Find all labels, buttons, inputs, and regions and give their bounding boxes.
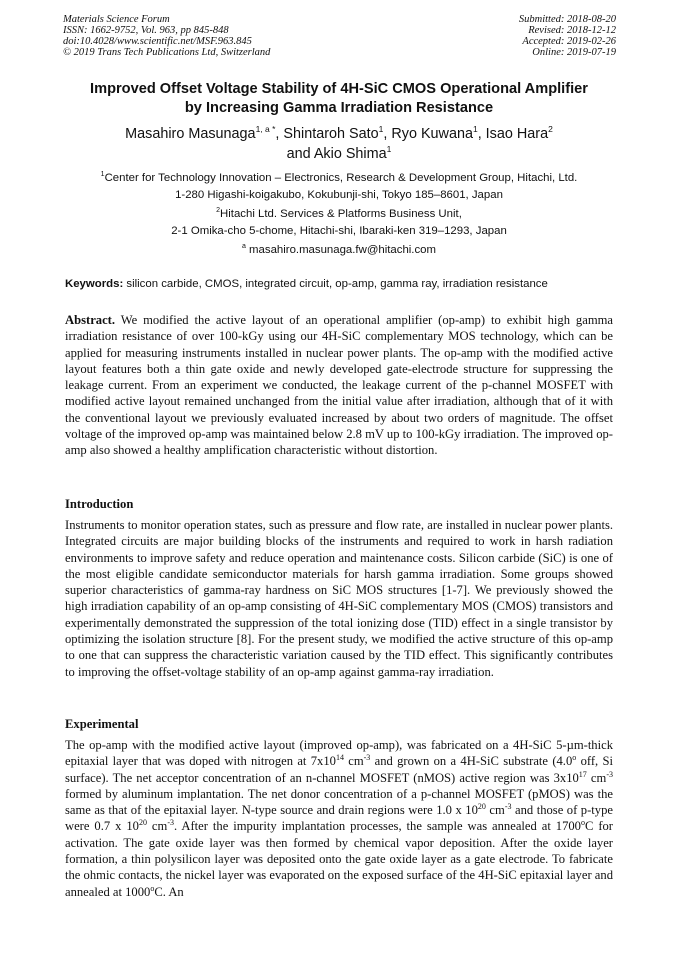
affiliation-text: Center for Technology Innovation – Electronics, Research & Development Group, Hitachi, Ltd.	[104, 172, 578, 184]
author-name: Masahiro Masunaga	[125, 126, 256, 142]
date-online: Online: 2019-07-19	[532, 47, 616, 58]
affiliation-2-line-1	[40, 206, 638, 223]
exp-text: formed by aluminum implantation. The net donor concentration of a p-channel MOSFET (pMOS) was the same as that of the epitaxial layer. N-type source and drain regions were 1.0 x 10	[65, 786, 613, 818]
exp-sup: -3	[504, 802, 512, 812]
exp-text: . After the impurity implantation processes, the sample was annealed at 1700	[173, 819, 581, 834]
exp-text: The op-amp with the modified active layout (improved op-amp), was fabricated on a 4H-SiC 5-µm-thick epitaxial layer that was doped with nitrogen at 7x10	[65, 738, 613, 769]
exp-sup: 14	[335, 753, 344, 763]
author-affil-sup: 1, a *	[255, 124, 276, 134]
affiliation-sup: 1	[100, 171, 105, 178]
exp-sup: o	[580, 818, 585, 828]
affiliation-sup: 2	[216, 207, 221, 214]
exp-sup: 20	[477, 802, 486, 812]
dates-header	[519, 14, 616, 58]
affiliation-1-line-2: 1-280 Higashi-koigakubo, Kokubunji-shi, Tokyo 185–8601, Japan	[175, 189, 503, 201]
abstract-label: Abstract.	[65, 313, 116, 327]
experimental-heading: Experimental	[65, 717, 139, 731]
journal-copyright: © 2019 Trans Tech Publications Ltd, Switzerland	[63, 47, 271, 58]
exp-sup: 20	[138, 818, 147, 828]
author-name: and Akio Shima	[286, 146, 387, 162]
paper-title	[40, 80, 638, 118]
affiliation-2-line-2: 2-1 Omika-cho 5-chome, Hitachi-shi, Ibaraki-ken 319–1293, Japan	[171, 225, 507, 237]
exp-text: and those of p-type were 0.7 x 10	[65, 803, 613, 834]
keywords	[65, 276, 625, 292]
affiliation-2	[40, 206, 638, 240]
date-accepted: Accepted: 2019-02-26	[522, 36, 616, 47]
exp-sup: -3	[606, 769, 613, 779]
exp-text: C. An	[154, 884, 184, 899]
abstract-text: We modified the active layout of an operational amplifier (op-amp) to exhibit high gamma irradiation resistance of over 100-kGy using our 4H-SiC complementary MOS technology, which can be applied for measuring instruments installed in nuclear power plants. The op-amp with the modified active layout features both a thin gate oxide and newly developed gate-electrode structure for suppressing the leakage current. From an experiment we conducted, the leakage current of the p-channel MOSFET with modified active layout remained unchanged from the initial value after irradiation, although that of it with the conventional layout we previously evaluated increased by about two orders of magnitude. The offset voltage of the improved op-amp was maintained below 2.8 mV up to 100-kGy irradiation. The improved op-amp also showed a healthy amplification characteristic without distortion.	[65, 313, 613, 458]
exp-sup: -3	[167, 818, 174, 828]
exp-text: C for activation. The gate oxide layer was then formed by chemical vapor deposition. After the oxide layer formation, a thin polysilicon layer was deposited onto the gate oxide layer as a gate electrode. To fabricate the ohmic contacts, the nickel layer was evaporated on the exposed surface of the 4H-SiC epitaxial layer and annealed at 1000	[65, 819, 614, 899]
affiliation-1-line-1	[40, 170, 638, 187]
journal-issn: ISSN: 1662-9752, Vol. 963, pp 845-848	[63, 25, 229, 36]
exp-text: cm	[485, 803, 505, 818]
exp-sup: o	[150, 883, 155, 893]
exp-text: off, Si surface). The net acceptor concentration of an n-channel MOSFET (nMOS) active region was 3x10	[65, 754, 613, 785]
author-list	[40, 124, 638, 164]
author-line-2	[40, 144, 638, 164]
date-submitted: Submitted: 2018-08-20	[518, 14, 616, 25]
exp-sup: o	[572, 753, 577, 763]
exp-sup: 17	[578, 769, 587, 779]
introduction-heading: Introduction	[65, 497, 134, 511]
keywords-text: silicon carbide, CMOS, integrated circuit, op-amp, gamma ray, irradiation resistance	[123, 278, 548, 290]
email-line	[40, 242, 638, 259]
journal-name: Materials Science Forum	[63, 14, 170, 25]
abstract	[65, 312, 613, 459]
author-name: , Ryo Kuwana	[383, 126, 473, 142]
title-line-1: Improved Offset Voltage Stability of 4H-SiC CMOS Operational Amplifier	[90, 81, 588, 97]
author-email[interactable]: masahiro.masunaga.fw@hitachi.com	[245, 244, 436, 256]
date-revised: Revised: 2018-12-12	[528, 25, 616, 36]
exp-text: cm	[343, 754, 364, 769]
journal-doi[interactable]: doi:10.4028/www.scientific.net/MSF.963.845	[63, 36, 252, 47]
journal-info-header	[63, 14, 270, 58]
author-name: , Isao Hara	[477, 126, 549, 142]
affiliation-text: Hitachi Ltd. Services & Platforms Business Unit,	[220, 208, 462, 220]
author-name: , Shintaroh Sato	[275, 126, 379, 142]
author-line-1	[40, 124, 638, 144]
author-affil-sup: 2	[548, 124, 553, 134]
exp-text: cm	[586, 770, 607, 785]
email-sup: a	[241, 243, 246, 250]
keywords-label: Keywords:	[65, 278, 124, 290]
affiliation-1	[40, 170, 638, 204]
exp-text: cm	[146, 819, 168, 834]
experimental-paragraph	[65, 737, 613, 900]
exp-sup: -3	[363, 753, 371, 763]
author-affil-sup: 1	[378, 124, 384, 134]
author-affil-sup: 1	[386, 144, 392, 154]
exp-text: and grown on a 4H-SiC substrate (4.0	[370, 754, 573, 769]
title-line-2: by Increasing Gamma Irradiation Resistance	[184, 100, 494, 116]
author-affil-sup: 1	[472, 124, 478, 134]
introduction-paragraph: Instruments to monitor operation states, such as pressure and flow rate, are installed in nuclear power plants. Integrated circuits are major building blocks of the instruments and required to work in harsh radiation environments to improve safety and reduce operation and maintenance costs. Silicon carbide (SiC) is one of the most eligible candidate semiconductor materials for harsh gamma irradiation. Some groups showed superior characteristics of gamma-ray hardness on SiC MOS structures [1-7]. We previously showed the high irradiation capability of an op-amp consisting of 4H-SiC complementary MOS (CMOS) transistors and experimentally demonstrated the suppression of the total ionizing dose (TID) effect in a single transistor by optimizing the isolation structure [8]. For the present study, we modified the active structure of this op-amp to one that can suppress the characteristic variation caused by the TID effect. This significantly contributes to improving the offset-voltage stability of an op-amp against gamma-ray irradiation.	[65, 518, 613, 679]
